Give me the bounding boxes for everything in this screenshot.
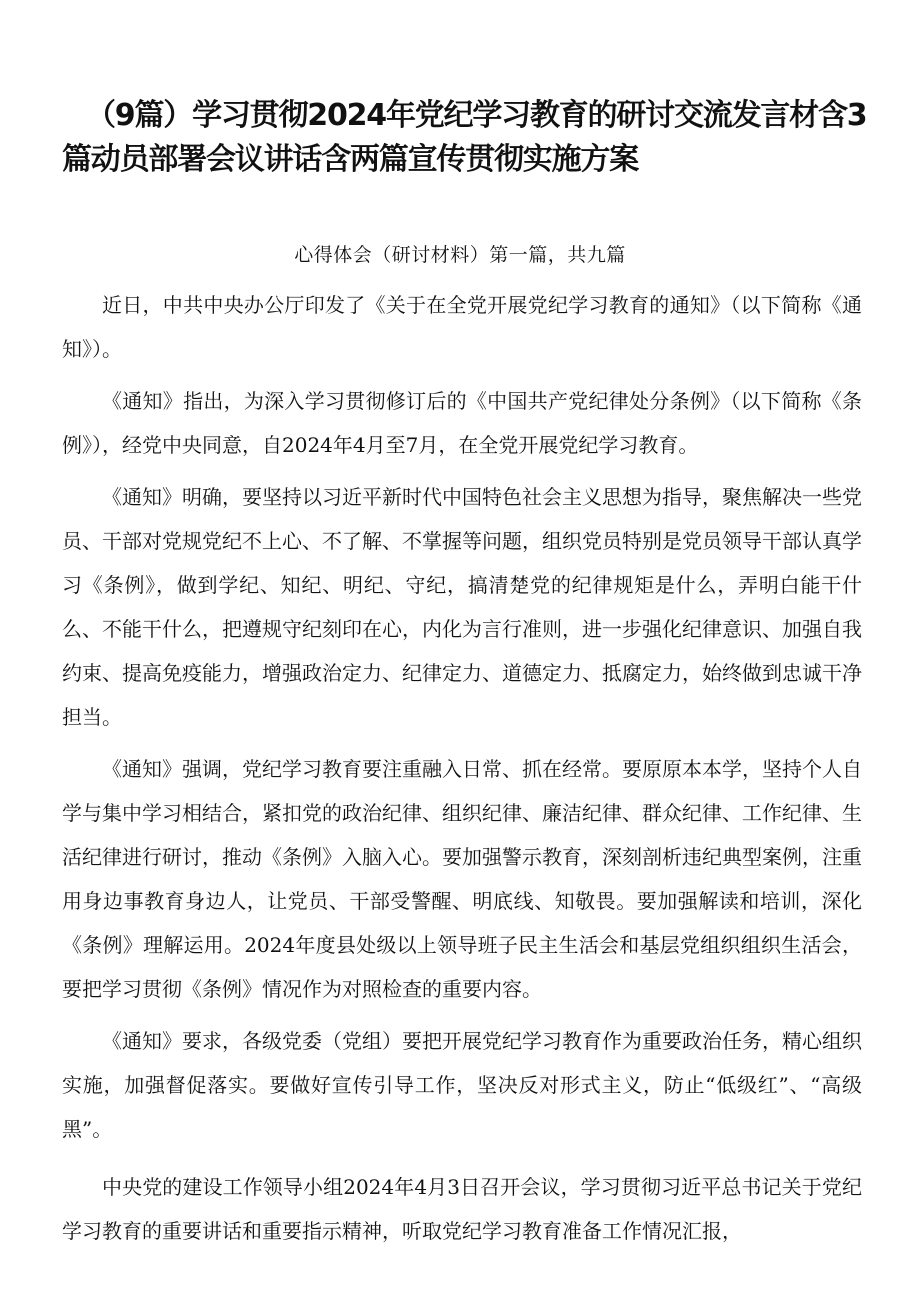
document-body <box>62 283 862 1253</box>
paragraph: 《通知》明确，要坚持以习近平新时代中国特色社会主义思想为指导，聚焦解决一些党员、干部对党规党纪不上心、不了解、不掌握等问题，组织党员特别是党员领导干部认真学习《条例》，做到学纪、知纪、明纪、守纪，搞清楚党的纪律规矩是什么，弄明白能干什么、不能干什么，把遵规守纪刻印在心，内化为言行准则，进一步强化纪律意识、加强自我约束、提高免疫能力，增强政治定力、纪律定力、道德定力、抵腐定力，始终做到忠诚干净担当。 <box>62 485 862 729</box>
paragraph: 《通知》指出，为深入学习贯彻修订后的《中国共产党纪律处分条例》（以下简称《条例》），经党中央同意，自2024年4月至7月，在全党开展党纪学习教育。 <box>62 389 862 457</box>
paragraph: 中央党的建设工作领导小组2024年4月3日召开会议，学习贯彻习近平总书记关于党纪学习教育的重要讲话和重要指示精神，听取党纪学习教育准备工作情况汇报， <box>62 1175 862 1243</box>
paragraph: 《通知》强调，党纪学习教育要注重融入日常、抓在经常。要原原本本学，坚持个人自学与集中学习相结合，紧扣党的政治纪律、组织纪律、廉洁纪律、群众纪律、工作纪律、生活纪律进行研讨，推动《条例》入脑入心。要加强警示教育，深刻剖析违纪典型案例，注重用身边事教育身边人，让党员、干部受警醒、明底线、知敬畏。要加强解读和培训，深化《条例》理解运用。2024年度县处级以上领导班子民主生活会和基层党组织组织生活会，要把学习贯彻《条例》情况作为对照检查的重要内容。 <box>62 757 862 1001</box>
document-subtitle: 心得体会（研讨材料）第一篇，共九篇 <box>294 244 626 266</box>
document-title: （9篇）学习贯彻2024年党纪学习教育的研讨交流发言材含3篇动员部署会议讲话含两篇宣传贯彻实施方案 <box>62 98 867 177</box>
paragraph: 《通知》要求，各级党委（党组）要把开展党纪学习教育作为重要政治任务，精心组织实施，加强督促落实。要做好宣传引导工作，坚决反对形式主义，防止“低级红”、“高级黑”。 <box>62 1029 862 1141</box>
paragraph: 近日，中共中央办公厅印发了《关于在全党开展党纪学习教育的通知》（以下简称《通知》）。 <box>62 293 862 361</box>
